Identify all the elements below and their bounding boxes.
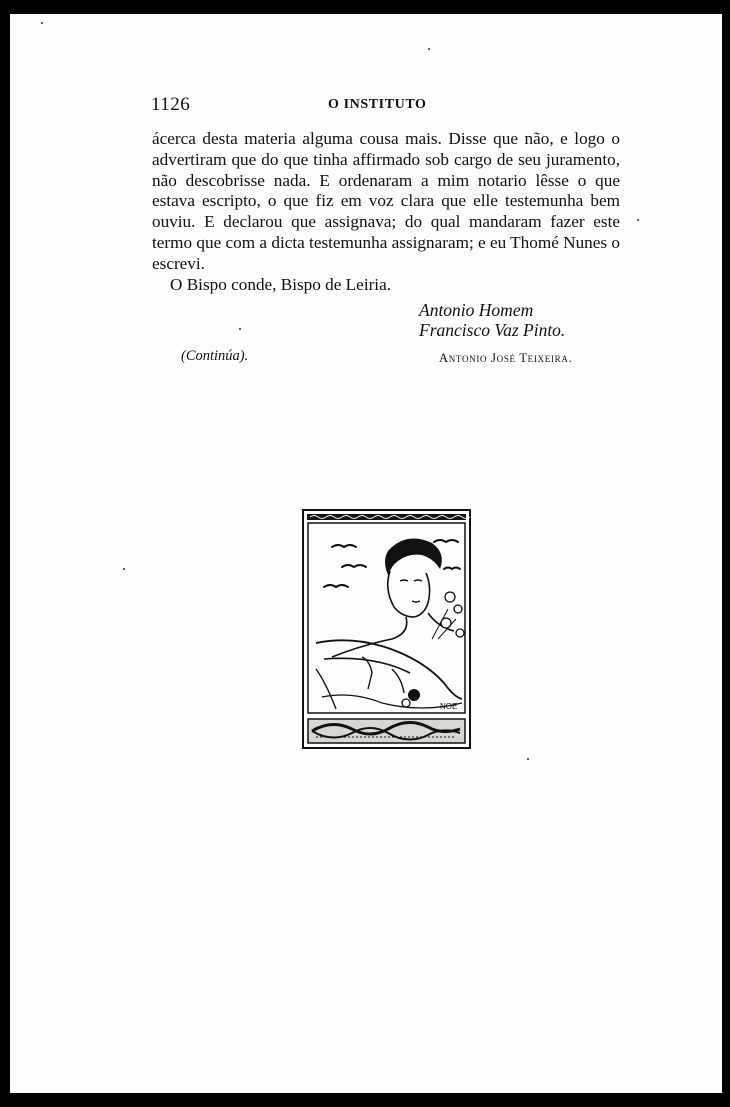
signature-francisco-vaz-pinto: Francisco Vaz Pinto. (419, 320, 566, 340)
scan-speck (527, 758, 529, 760)
scan-speck (41, 22, 43, 24)
artist-mark: NOE (440, 702, 458, 711)
page-number: 1126 (151, 94, 191, 115)
paragraph: ácerca desta materia alguma cousa mais. Disse que não, e logo o advertiram que do que tinha affirmado sob cargo de seu juramento, não descobrisse nada. E ordenaram a mim notario lêsse o que estava escripto, o que fiz em voz clara que elle testemunha bem ouviu. E declarou que assignava; do qual mandaram fazer este termo que com a dicta testemunha assignaram; e eu Thomé Nunes o escrevi. (152, 129, 620, 273)
signature-antonio-homem: Antonio Homem (419, 300, 534, 320)
continuation-note: (Continúa). (181, 348, 249, 364)
woman-illustration-icon (302, 509, 471, 749)
scan-speck (123, 568, 125, 570)
scan-speck (637, 219, 639, 221)
running-title: O INSTITUTO (328, 97, 427, 112)
paragraph: O Bispo conde, Bispo de Leiria. (170, 274, 392, 294)
document-page (10, 14, 722, 1093)
signature-antonio-jose-teixeira: Antonio José Teixeira. (439, 351, 573, 365)
scan-speck (428, 48, 430, 50)
body-text (152, 129, 620, 295)
scan-speck (239, 328, 241, 330)
